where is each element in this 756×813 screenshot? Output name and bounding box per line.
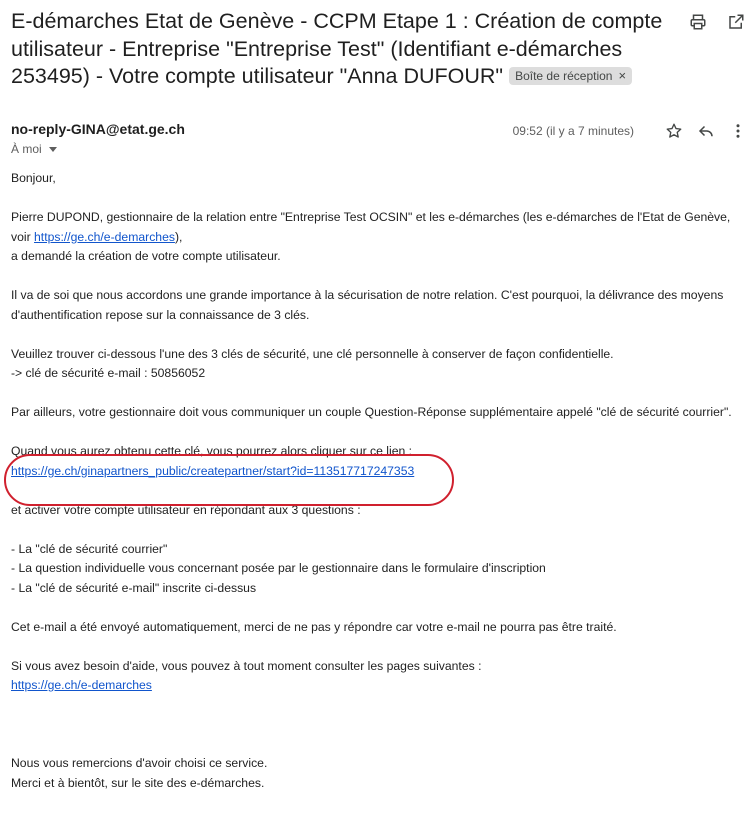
star-icon[interactable] xyxy=(664,121,684,141)
help-text: Si vous avez besoin d'aide, vous pouvez à tout moment consulter les pages suivantes : xyxy=(11,658,482,673)
greeting: Bonjour, xyxy=(11,171,56,185)
list-item: - La "clé de sécurité e-mail" inscrite ci-dessus xyxy=(11,580,257,595)
subject-actions xyxy=(688,12,746,32)
caret-down-icon xyxy=(49,147,57,152)
print-icon[interactable] xyxy=(688,12,708,32)
e-demarches-link[interactable]: https://ge.ch/e-demarches xyxy=(34,229,175,244)
sender-address: no-reply-GINA@etat.ge.ch xyxy=(11,121,185,137)
reply-icon[interactable] xyxy=(696,121,716,141)
message-timestamp: 09:52 (il y a 7 minutes) xyxy=(512,124,634,138)
paragraph-activation-link xyxy=(11,442,741,481)
paragraph-closing xyxy=(11,754,741,793)
paragraph-key xyxy=(11,345,741,384)
more-vert-icon[interactable] xyxy=(728,121,748,141)
intro-text-request: a demandé la création de votre compte utilisateur. xyxy=(11,249,281,263)
paragraph-help xyxy=(11,657,741,696)
inbox-label-text: Boîte de réception xyxy=(515,69,613,83)
closing-goodbye: Merci et à bientôt, sur le site des e-démarches. xyxy=(11,775,265,790)
open-in-new-icon[interactable] xyxy=(726,12,746,32)
key-intro: Veuillez trouver ci-dessous l'une des 3 clés de sécurité, une clé personnelle à conserver de façon confidentielle. xyxy=(11,346,614,361)
paragraph-questions: et activer votre compte utilisateur en répondant aux 3 questions : xyxy=(11,502,361,517)
paragraph-intro xyxy=(11,208,741,267)
email-body xyxy=(11,169,741,813)
questions-list xyxy=(11,540,741,599)
paragraph-auto-notice: Cet e-mail a été envoyé automatiquement, merci de ne pas y répondre car votre e-mail ne pourra pas être traité. xyxy=(11,619,617,634)
activation-link[interactable]: https://ge.ch/ginapartners_public/createpartner/start?id=113517717247353 xyxy=(11,463,415,478)
email-security-key: -> clé de sécurité e-mail : 50856052 xyxy=(11,366,206,380)
intro-text: Pierre DUPOND, gestionnaire de la relation entre "Entreprise Test OCSIN" et les e-démarches (les e-démarches de l'Etat de Genève, voir xyxy=(11,210,731,244)
list-item: - La question individuelle vous concernant posée par le gestionnaire dans le formulaire d'inscription xyxy=(11,561,546,575)
paragraph-spacer xyxy=(11,715,741,735)
list-item: - La "clé de sécurité courrier" xyxy=(11,541,168,556)
help-link[interactable]: https://ge.ch/e-demarches xyxy=(11,678,152,692)
closing-thanks: Nous vous remercions d'avoir choisi ce service. xyxy=(11,756,268,770)
paragraph-mail-key: Par ailleurs, votre gestionnaire doit vous communiquer un couple Question-Réponse supplémentaire appelé "clé de sécurité courrier". xyxy=(11,405,732,419)
email-subject xyxy=(11,8,681,91)
activation-intro: Quand vous aurez obtenu cette clé, vous pourrez alors cliquer sur ce lien : xyxy=(11,444,413,458)
paragraph-security: Il va de soi que nous accordons une grande importance à la sécurisation de notre relation. C'est pourquoi, la délivrance des moyens d'authentification repose sur la connaissance de 3 clés. xyxy=(11,288,724,322)
intro-text-end: ), xyxy=(174,229,183,244)
recipient-dropdown[interactable] xyxy=(11,142,57,156)
recipient-label: À moi xyxy=(11,142,42,156)
email-subject-text: E-démarches Etat de Genève - CCPM Etape 1 : Création de compte utilisateur - Entreprise "Entreprise Test" (Identifiant e-démarches 253495) - Votre compte utilisateur "Anna DUFOUR" xyxy=(11,9,663,88)
remove-label-button[interactable]: × xyxy=(618,68,627,83)
message-actions xyxy=(513,121,748,141)
inbox-label-chip[interactable] xyxy=(509,67,632,85)
